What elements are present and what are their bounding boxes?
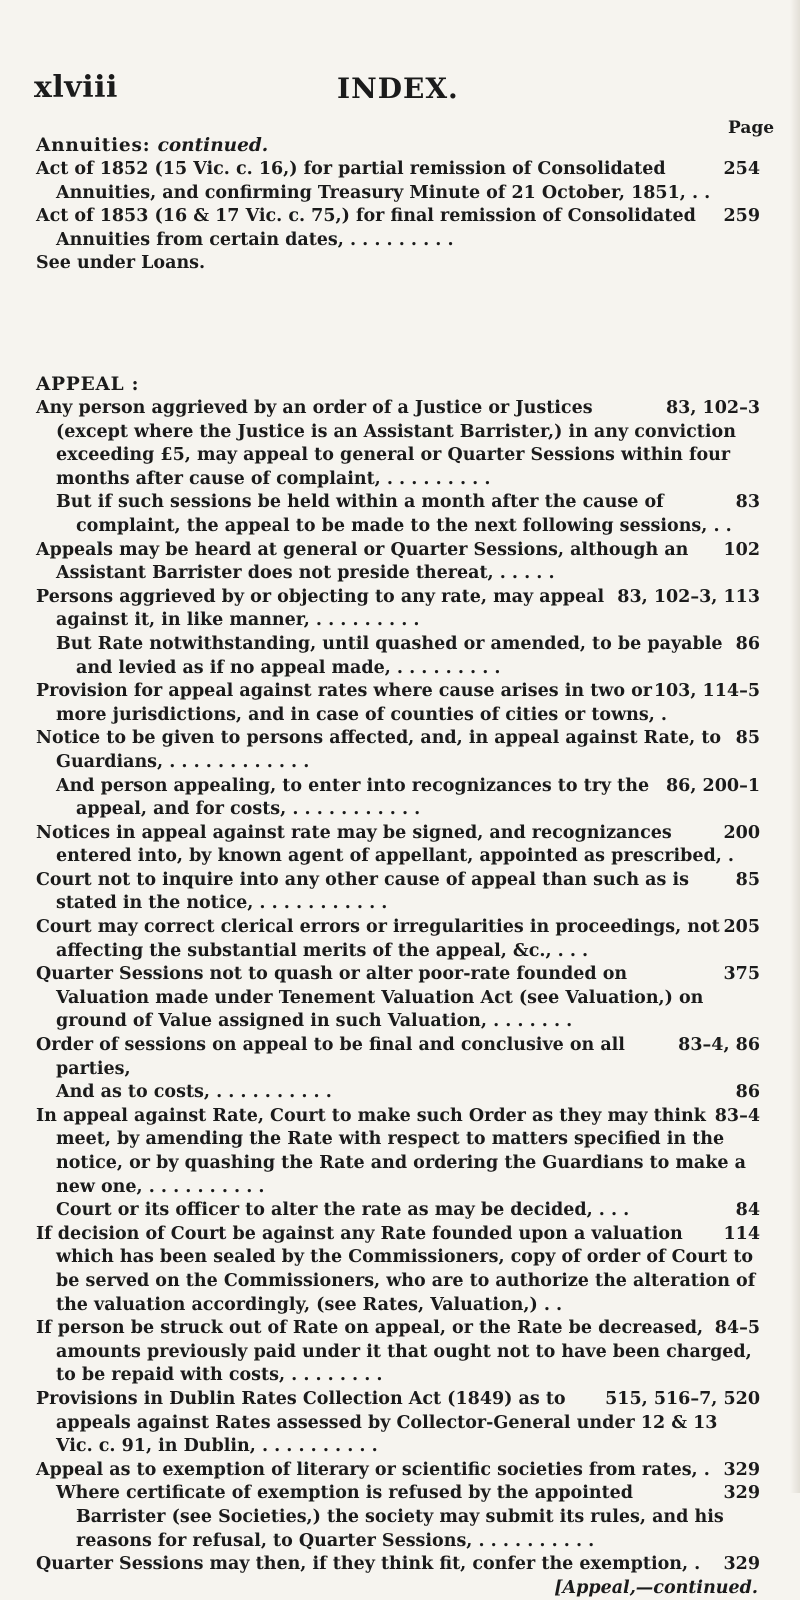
entry-text: And person appealing, to enter into recognizances to try the appeal, and for costs, . . . . . . . . . . . bbox=[56, 775, 650, 820]
heading-text: Annuities: bbox=[36, 135, 158, 156]
page-reference: 103, 114–5 bbox=[653, 681, 760, 702]
entry-text: Any person aggrieved by an order of a Justice or Justices (except where the Justice is an Assistant Barrister,) in any conviction exceeding £5, may appeal to general or Quarter Sessions within four months after cause of complaint, . . . . . . . . . bbox=[36, 398, 736, 489]
index-entry bbox=[36, 539, 760, 586]
page-reference: 83, 102–3 bbox=[666, 398, 760, 418]
index-entry bbox=[36, 1105, 760, 1199]
entry-text: Where certificate of exemption is refused by the appointed Barrister (see Societies,) the society may submit its rules, and his reasons for refusal, to Quarter Sessions, . . . . . . . . . . bbox=[56, 1483, 724, 1551]
page-reference: 83–4 bbox=[714, 1105, 760, 1126]
index-entry bbox=[36, 1317, 760, 1388]
page-reference: 114 bbox=[723, 1223, 760, 1244]
index-entry bbox=[36, 822, 760, 869]
entry-text: Court not to inquire into any other cause of appeal than such as is stated in the notice, . . . . . . . . . . . bbox=[36, 869, 689, 914]
index-entry bbox=[36, 1553, 760, 1577]
page-reference: 83 bbox=[735, 492, 760, 513]
page-header bbox=[34, 70, 760, 110]
index-section-appeal bbox=[36, 372, 760, 1600]
entry-text: Quarter Sessions may then, if they think fit, confer the exemption, . bbox=[36, 1554, 701, 1575]
page-edge bbox=[790, 0, 800, 1493]
index-entry bbox=[36, 1199, 760, 1223]
entry-text: See under Loans. bbox=[36, 253, 206, 274]
entry-text: Act of 1852 (15 Vic. c. 16,) for partial remission of Consolidated Annuities, and confirming Treasury Minute of 21 October, 1851, . . bbox=[36, 159, 711, 203]
section-heading bbox=[36, 372, 760, 397]
page-reference: 515, 516–7, 520 bbox=[605, 1388, 760, 1409]
page-reference: 205 bbox=[723, 917, 760, 938]
entry-text: Notices in appeal against rate may be signed, and recognizances entered into, by known agent of appellant, appointed as prescribed, . bbox=[36, 822, 734, 867]
entry-text: Court may correct clerical errors or irregularities in proceedings, not affecting the substantial merits of the appeal, &c., . . . bbox=[36, 917, 720, 961]
index-entry bbox=[36, 1081, 760, 1105]
running-title: INDEX. bbox=[337, 72, 459, 105]
index-entry bbox=[36, 1388, 760, 1459]
page-reference: 259 bbox=[723, 206, 760, 227]
index-entry bbox=[36, 633, 760, 680]
entry-text: Provision for appeal against rates where cause arises in two or more jurisdictions, and in case of counties of cities or towns, . bbox=[36, 681, 667, 725]
index-entry bbox=[36, 586, 760, 633]
index-entry bbox=[36, 205, 760, 252]
index-entry bbox=[36, 397, 760, 491]
page-reference: 200 bbox=[723, 822, 760, 843]
index-entry bbox=[36, 869, 760, 916]
page-reference: 85 bbox=[735, 869, 760, 890]
page-reference: 329 bbox=[723, 1459, 760, 1480]
entry-text: But if such sessions be held within a month after the cause of complaint, the appeal to be made to the next following sessions, . . bbox=[56, 492, 732, 536]
entry-text: Persons aggrieved by or objecting to any rate, may appeal against it, in like manner, . . . . . . . . . bbox=[36, 586, 605, 631]
index-entry bbox=[36, 963, 760, 1034]
index-entry bbox=[36, 158, 760, 205]
entry-text: But Rate notwithstanding, until quashed or amended, to be payable and levied as if no appeal made, . . . . . . . . . bbox=[56, 633, 723, 678]
index-entry bbox=[36, 1034, 760, 1081]
page-reference: 83, 102–3, 113 bbox=[617, 586, 760, 607]
index-entry bbox=[36, 491, 760, 538]
entry-text: Provisions in Dublin Rates Collection Act (1849) as to appeals against Rates assessed by Collector-General under 12 & 13 Vic. c. 91, in Dublin, . . . . . . . . . . bbox=[36, 1388, 718, 1457]
entry-text: Order of sessions on appeal to be final and conclusive on all parties, bbox=[36, 1035, 625, 1079]
heading-text: APPEAL : bbox=[36, 374, 140, 395]
entry-text: In appeal against Rate, Court to make such Order as they may think meet, by amending the Rate with respect to matters specified in the notice, or by quashing the Rate and ordering the Guardians to make a new one, . . . . . . . . . . bbox=[36, 1105, 746, 1197]
entry-text: If person be struck out of Rate on appeal, or the Rate be decreased, amounts previously paid under it that ought not to have been charged, to be repaid with costs, . . . . . . . . bbox=[36, 1318, 752, 1386]
index-entry bbox=[36, 775, 760, 822]
index-section-annuities bbox=[36, 133, 760, 276]
appeal-entries bbox=[36, 397, 760, 1577]
entry-text: Court or its officer to alter the rate as may be decided, . . . bbox=[56, 1200, 630, 1221]
page-reference: 86 bbox=[735, 633, 760, 654]
page-reference: 254 bbox=[723, 159, 760, 179]
entry-text: And as to costs, . . . . . . . . . . bbox=[56, 1082, 332, 1103]
section-heading bbox=[36, 133, 760, 158]
page-reference: 102 bbox=[723, 539, 760, 560]
index-entry bbox=[36, 916, 760, 963]
entry-text: Appeal as to exemption of literary or scientific societies from rates, . bbox=[36, 1459, 710, 1480]
index-entry bbox=[36, 252, 760, 276]
entry-text: Appeals may be heard at general or Quarter Sessions, although an Assistant Barrister does not preside thereat, . . . . . bbox=[36, 539, 689, 584]
page-column-label: Page bbox=[728, 118, 775, 138]
index-entry bbox=[36, 1459, 760, 1483]
page-reference: 85 bbox=[735, 728, 760, 749]
index-entry bbox=[36, 1223, 760, 1317]
entry-text: Act of 1853 (16 & 17 Vic. c. 75,) for final remission of Consolidated Annuities from certain dates, . . . . . . . . . bbox=[36, 206, 696, 250]
page-reference: 329 bbox=[723, 1554, 760, 1575]
page-reference: 375 bbox=[723, 964, 760, 985]
index-entry bbox=[36, 727, 760, 774]
entry-text: Quarter Sessions not to quash or alter poor-rate founded on Valuation made under Tenement Valuation Act (see Valuation,) on ground of Value assigned in such Valuation, . . . . . . . bbox=[36, 964, 704, 1032]
page-reference: 86 bbox=[735, 1082, 760, 1103]
entry-text: Notice to be given to persons affected, and, in appeal against Rate, to Guardians, . . . . . . . . . . . . bbox=[36, 728, 722, 772]
page-reference: 86, 200–1 bbox=[666, 775, 760, 796]
page-reference: 83–4, 86 bbox=[678, 1035, 760, 1056]
page-reference: 84 bbox=[735, 1200, 760, 1221]
page-reference: 329 bbox=[723, 1483, 760, 1504]
heading-suffix: continued. bbox=[157, 135, 269, 156]
page-number: xlviii bbox=[34, 70, 118, 105]
entry-text: If decision of Court be against any Rate founded upon a valuation which has been sealed by the Commissioners, copy of order of Court to be served on the Commissioners, who are to authorize the alteration of the valuation accordingly, (see Rates, Valuation,) . . bbox=[36, 1223, 756, 1315]
index-entry bbox=[36, 680, 760, 727]
page-reference: 84–5 bbox=[714, 1318, 760, 1339]
continuation-note: [Appeal,—continued. bbox=[554, 1577, 758, 1598]
